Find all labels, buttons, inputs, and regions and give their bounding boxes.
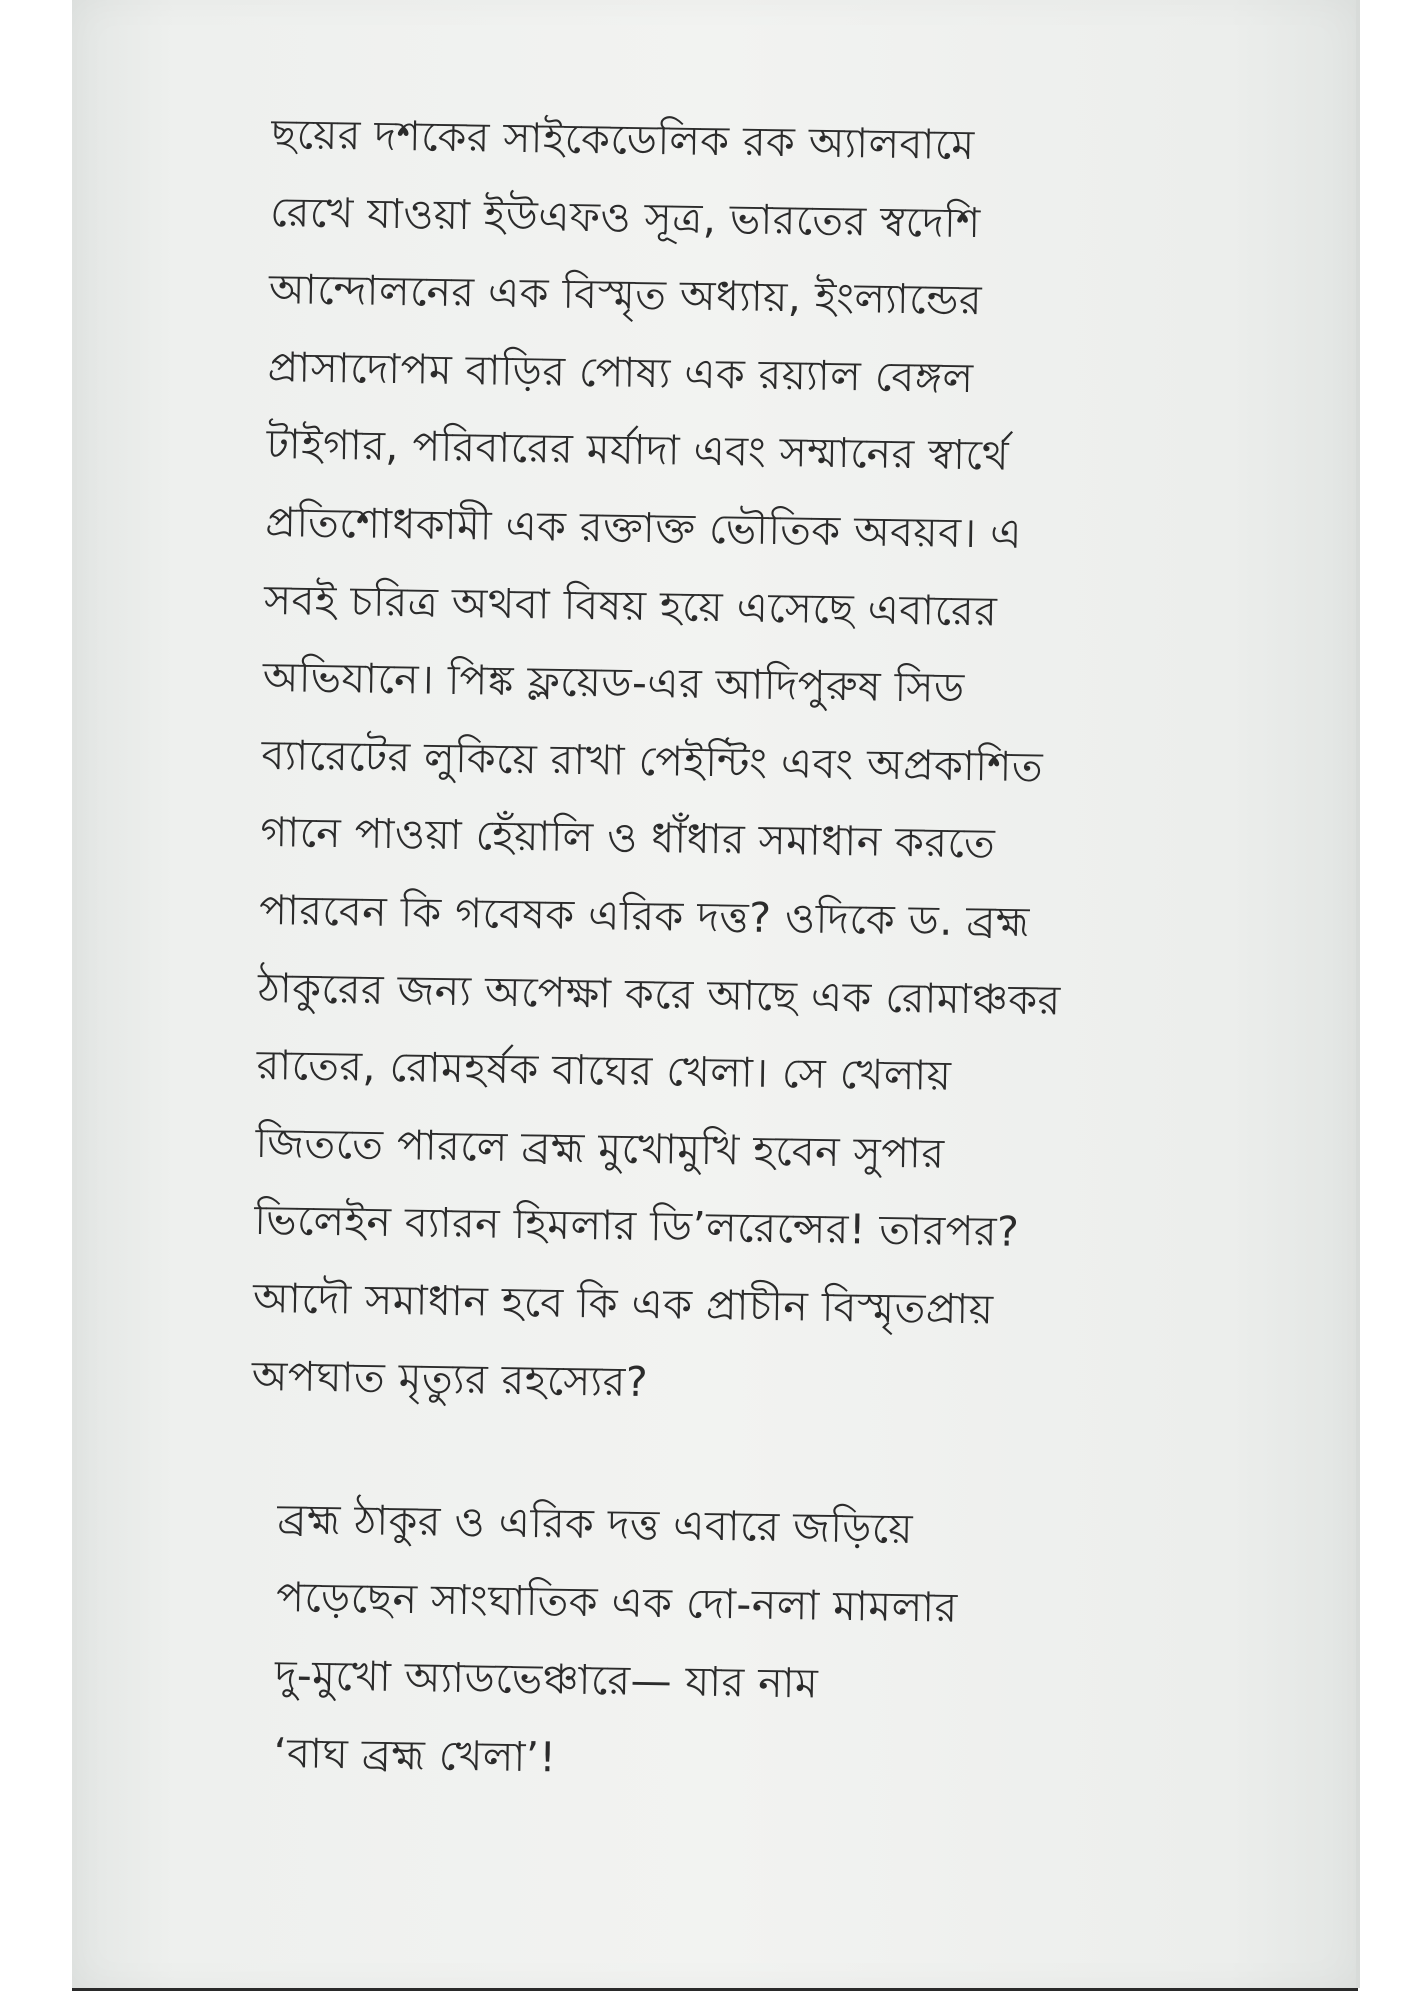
- tagline-paragraph: [273, 1480, 959, 1803]
- blurb-line: ভিলেইন ব্যারন হিমলার ডি’লরেন্সের! তারপর?: [253, 1196, 1020, 1257]
- blurb-line: গানে পাওয়া হেঁয়ালি ও ধাঁধার সমাধান করতে: [260, 808, 996, 868]
- blurb-line: সবই চরিত্র অথবা বিষয় হয়ে এসেছে এবারের: [263, 575, 998, 636]
- blurb-line: আদৌ সমাধান হবে কি এক প্রাচীন বিস্মৃতপ্রায়: [252, 1273, 994, 1334]
- blurb-line: পারবেন কি গবেষক এরিক দত্ত? ওদিকে ড. ব্রহ্ম: [258, 885, 1031, 946]
- blurb-line: রেখে যাওয়া ইউএফও সূত্র, ভারতের স্বদেশি: [269, 187, 982, 247]
- blurb-line: ব্যারেটের লুকিয়ে রাখা পেইন্টিং এবং অপ্রকাশিত: [261, 730, 1044, 791]
- blurb-line: জিততে পারলে ব্রহ্ম মুখোমুখি হবেন সুপার: [255, 1118, 945, 1178]
- blurb-line: প্রতিশোধকামী এক রক্তাক্ত ভৌতিক অবয়ব। এ: [264, 497, 1023, 558]
- blurb-line: অভিযানে। পিঙ্ক ফ্লয়েড-এর আদিপুরুষ সিড: [262, 653, 965, 713]
- tagline-line: ‘বাঘ ব্রহ্ম খেলা’!: [273, 1728, 557, 1782]
- blurb-line: রাতের, রোমহর্ষক বাঘের খেলা। সে খেলায়: [256, 1041, 952, 1100]
- blurb-line: প্রাসাদোপম বাড়ির পোষ্য এক রয়্যাল বেঙ্গল: [267, 342, 974, 402]
- paper-edge: [1356, 0, 1360, 1988]
- tagline-line: দু-মুখো অ্যাডভেঞ্চারে— যার নাম: [274, 1650, 819, 1708]
- tagline-line: ব্রহ্ম ঠাকুর ও এরিক দত্ত এবারে জড়িয়ে: [277, 1494, 914, 1553]
- blurb-paragraph: [251, 96, 1074, 1428]
- bottom-rule: [72, 1988, 1358, 1991]
- blurb-line: আন্দোলনের এক বিস্মৃত অধ্যায়, ইংল্যান্ডের: [268, 265, 983, 325]
- blurb-line: ঠাকুরের জন্য অপেক্ষা করে আছে এক রোমাঞ্চকর: [257, 963, 1062, 1025]
- blurb-line: অপঘাত মৃত্যুর রহস্যের?: [251, 1351, 649, 1406]
- tagline-line: পড়েছেন সাংঘাতিক এক দো-নলা মামলার: [275, 1572, 959, 1632]
- blurb-line: টাইগার, পরিবারের মর্যাদা এবং সম্মানের স্বার্থে: [266, 420, 1010, 480]
- blurb-line: ছয়ের দশকের সাইকেডেলিক রক অ্যালবামে: [271, 109, 975, 170]
